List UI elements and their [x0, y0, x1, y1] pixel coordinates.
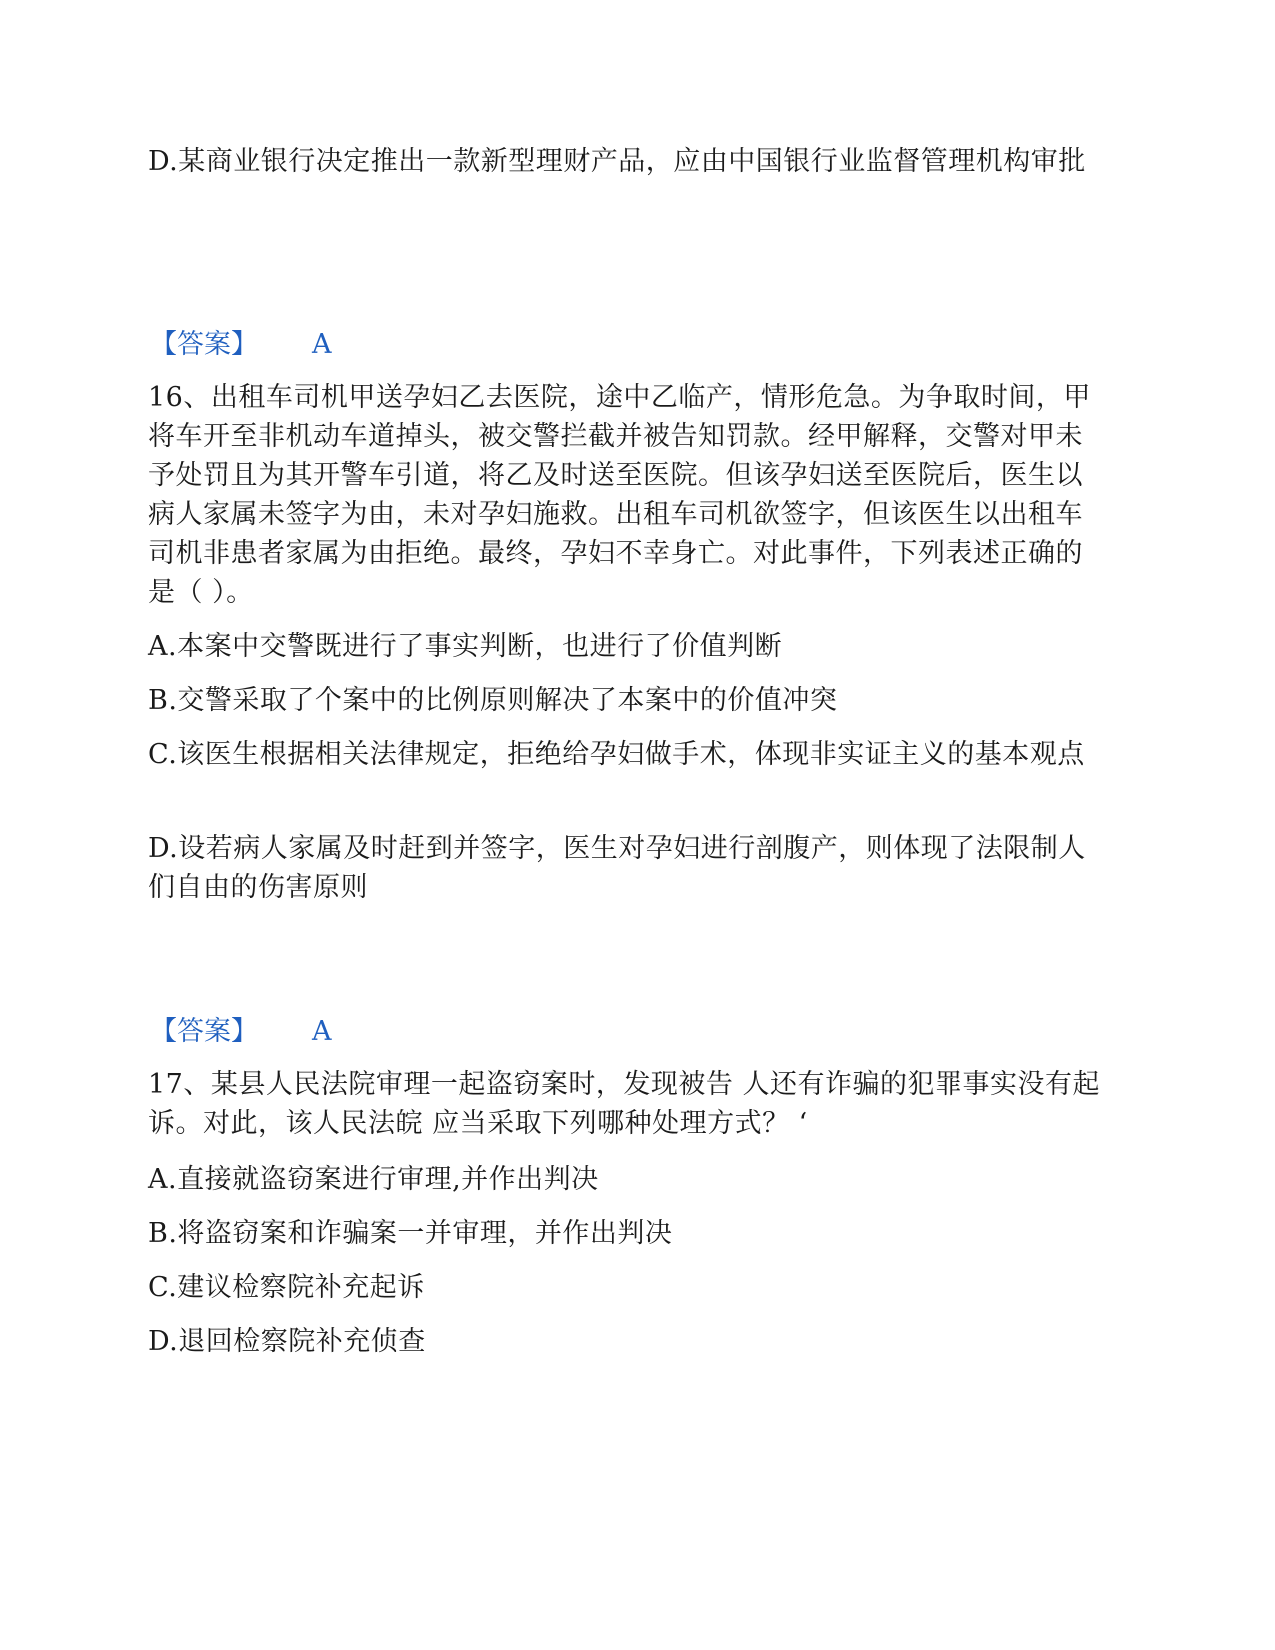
q16-option-c: C.该医生根据相关法律规定，拒绝给孕妇做手术，体现非实证主义的基本观点 [148, 739, 1085, 770]
q16-option-b: B.交警采取了个案中的比例原则解决了本案中的价值冲突 [148, 685, 838, 716]
q17-stem: 17、某县人民法院审理一起盗窃案时，发现被告 人还有诈骗的犯罪事实没有起诉。对此，该人民法皖 应当采取下列哪种处理方式？ ‘ [148, 1069, 1100, 1139]
q17-option-d: D.退回检察院补充侦查 [148, 1326, 426, 1357]
answer-letter: A [312, 1016, 332, 1047]
q16-option-d: D.设若病人家属及时赶到并签字，医生对孕妇进行剖腹产，则体现了法限制人们自由的伤害原则 [148, 833, 1086, 903]
answer-label: 【答案】 [150, 1016, 258, 1047]
q17-option-c: C.建议检察院补充起诉 [148, 1272, 425, 1303]
answer-label: 【答案】 [150, 329, 258, 360]
q15-option-d: D.某商业银行决定推出一款新型理财产品，应由中国银行业监督管理机构审批 [148, 146, 1086, 177]
q16-stem: 16、出租车司机甲送孕妇乙去医院，途中乙临产，情形危急。为争取时间，甲将车开至非机动车道掉头，被交警拦截并被告知罚款。经甲解释，交警对甲未予处罚且为其开警车引道，将乙及时送至医院。但该孕妇送至医院后，医生以病人家属未签字为由，未对孕妇施救。出租车司机欲签字，但该医生以出租车司机非患者家属为由拒绝。最终，孕妇不幸身亡。对此事件，下列表述正确的是（ ）。 [148, 382, 1091, 608]
answer-block-1 [150, 325, 332, 364]
answer-letter: A [312, 329, 332, 360]
q16-option-a: A.本案中交警既进行了事实判断，也进行了价值判断 [148, 631, 783, 662]
answer-block-2 [150, 1012, 332, 1051]
q17-option-a: A.直接就盗窃案进行审理,并作出判决 [148, 1164, 599, 1195]
q17-option-b: B.将盗窃案和诈骗案一并审理，并作出判决 [148, 1218, 673, 1249]
